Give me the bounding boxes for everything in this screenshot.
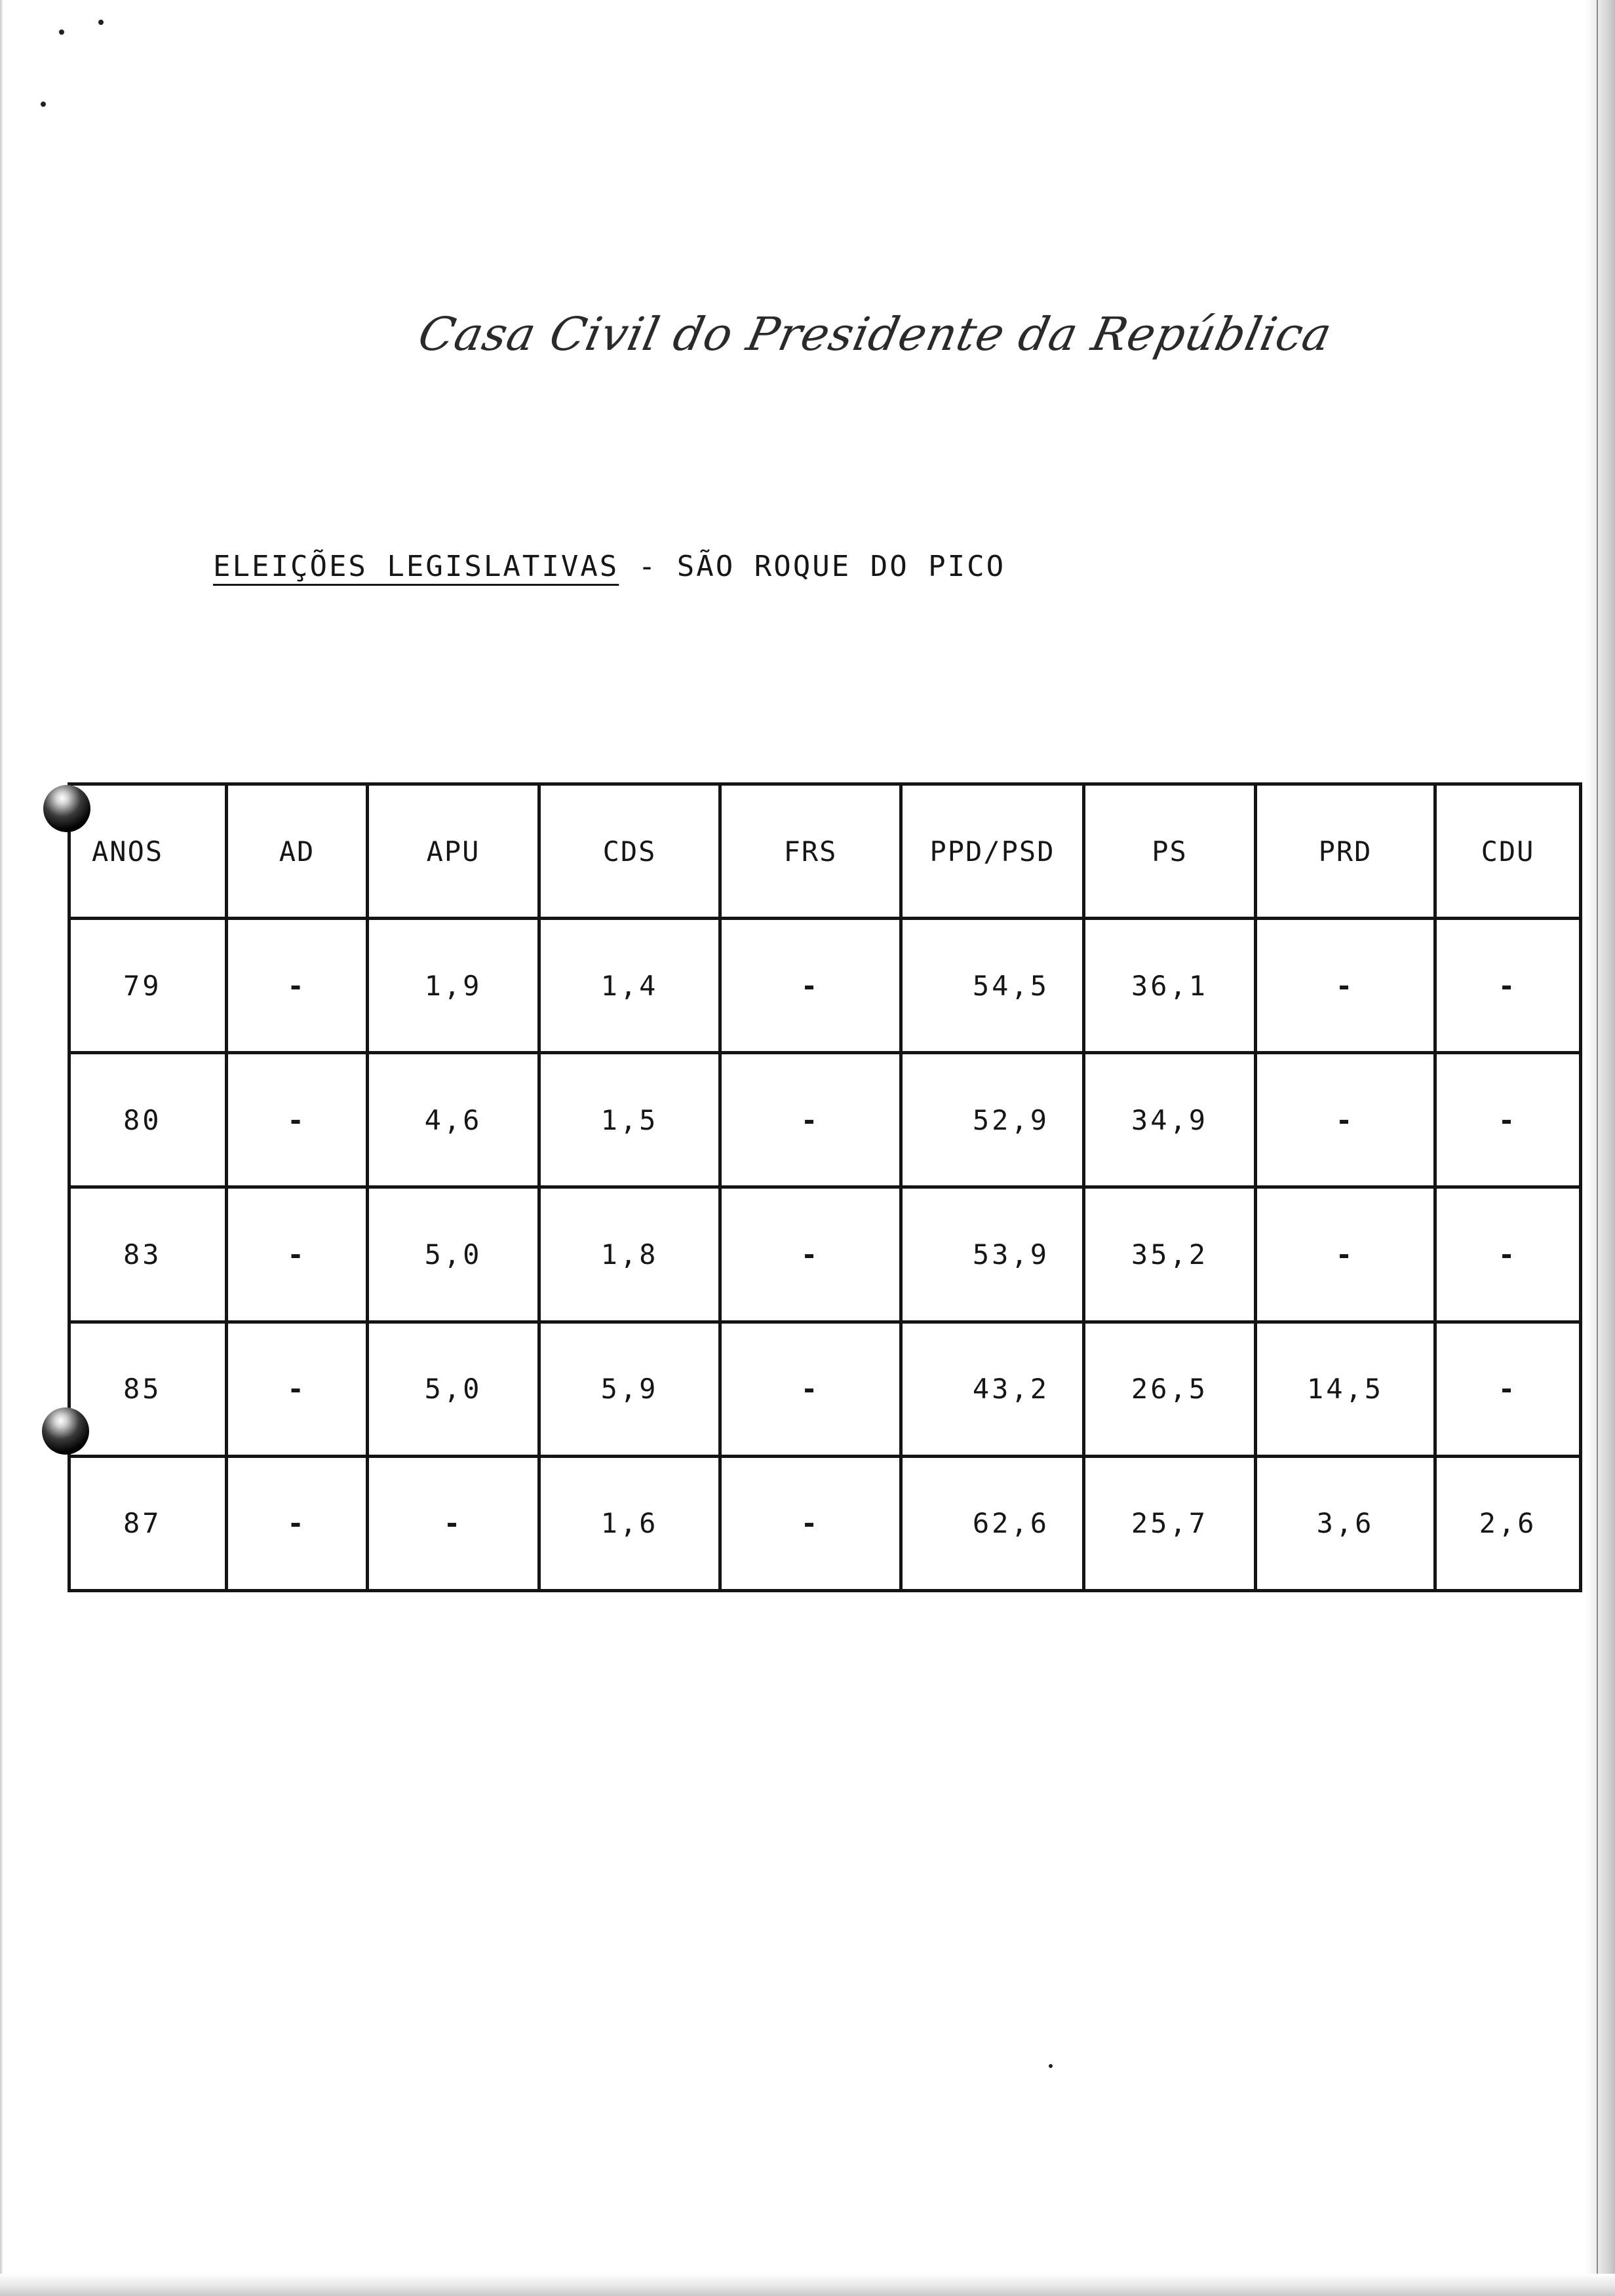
table-row: [69, 1053, 1581, 1187]
cell-frs: -: [720, 1187, 901, 1322]
cell-year: 80: [69, 1053, 227, 1187]
cell-cds: 1,6: [539, 1456, 720, 1590]
cell-ps: 26,5: [1084, 1322, 1256, 1456]
cell-apu: 4,6: [368, 1053, 539, 1187]
cell-cds: 1,8: [539, 1187, 720, 1322]
cell-frs: -: [720, 919, 901, 1053]
col-header-apu: APU: [368, 784, 539, 919]
col-header-cds: CDS: [539, 784, 720, 919]
cell-cdu: -: [1435, 919, 1581, 1053]
page-edge-right: [1585, 0, 1615, 2296]
cell-year: 83: [69, 1187, 227, 1322]
cell-ad: -: [227, 1456, 368, 1590]
cell-cds: 1,4: [539, 919, 720, 1053]
cell-ps: 36,1: [1084, 919, 1256, 1053]
col-header-ps: PS: [1084, 784, 1256, 919]
scan-speck: [1049, 2064, 1053, 2068]
cell-ps: 35,2: [1084, 1187, 1256, 1322]
cell-year: 85: [69, 1322, 227, 1456]
title-main: ELEIÇÕES LEGISLATIVAS: [213, 550, 619, 583]
scan-speck: [98, 20, 104, 25]
cell-ps: 25,7: [1084, 1456, 1256, 1590]
cell-ppd-psd: 53,9: [901, 1187, 1084, 1322]
scan-speck: [59, 29, 64, 35]
cell-prd: -: [1256, 1053, 1435, 1187]
cell-cds: 1,5: [539, 1053, 720, 1187]
page-edge-bottom: [0, 2274, 1615, 2296]
cell-apu: 5,0: [368, 1187, 539, 1322]
binder-ring-top: [43, 785, 90, 832]
document-title: [213, 544, 1005, 590]
col-header-ad: AD: [227, 784, 368, 919]
cell-prd: -: [1256, 919, 1435, 1053]
cell-ad: -: [227, 919, 368, 1053]
cell-cdu: -: [1435, 1187, 1581, 1322]
page-edge-left: [0, 0, 3, 2296]
cell-ppd-psd: 52,9: [901, 1053, 1084, 1187]
cell-ppd-psd: 62,6: [901, 1456, 1084, 1590]
cell-ad: -: [227, 1322, 368, 1456]
cell-ad: -: [227, 1053, 368, 1187]
cell-cds: 5,9: [539, 1322, 720, 1456]
cell-cdu: -: [1435, 1053, 1581, 1187]
cell-frs: -: [720, 1053, 901, 1187]
table-row: [69, 919, 1581, 1053]
col-header-prd: PRD: [1256, 784, 1435, 919]
cell-ad: -: [227, 1187, 368, 1322]
letterhead: Casa Civil do Presidente da República: [414, 307, 1337, 361]
cell-year: 79: [69, 919, 227, 1053]
election-results-table: [68, 782, 1582, 1592]
cell-prd: 3,6: [1256, 1456, 1435, 1590]
col-header-frs: FRS: [720, 784, 901, 919]
title-separator: -: [638, 550, 658, 583]
cell-prd: 14,5: [1256, 1322, 1435, 1456]
cell-apu: 1,9: [368, 919, 539, 1053]
cell-cdu: -: [1435, 1322, 1581, 1456]
cell-apu: -: [368, 1456, 539, 1590]
cell-ppd-psd: 54,5: [901, 919, 1084, 1053]
cell-year: 87: [69, 1456, 227, 1590]
cell-ps: 34,9: [1084, 1053, 1256, 1187]
col-header-anos: ANOS: [69, 784, 227, 919]
title-location: SÃO ROQUE DO PICO: [676, 550, 1006, 583]
cell-cdu: 2,6: [1435, 1456, 1581, 1590]
table-row: [69, 1456, 1581, 1590]
col-header-ppd-psd: PPD/PSD: [901, 784, 1084, 919]
table-row: [69, 1187, 1581, 1322]
header-row: [69, 784, 1581, 919]
table-row: [69, 1322, 1581, 1456]
cell-apu: 5,0: [368, 1322, 539, 1456]
cell-frs: -: [720, 1322, 901, 1456]
col-header-cdu: CDU: [1435, 784, 1581, 919]
binder-ring-bottom: [42, 1407, 89, 1455]
cell-ppd-psd: 43,2: [901, 1322, 1084, 1456]
page-fold-line: [1597, 0, 1598, 2296]
cell-frs: -: [720, 1456, 901, 1590]
cell-prd: -: [1256, 1187, 1435, 1322]
scan-speck: [41, 102, 46, 107]
